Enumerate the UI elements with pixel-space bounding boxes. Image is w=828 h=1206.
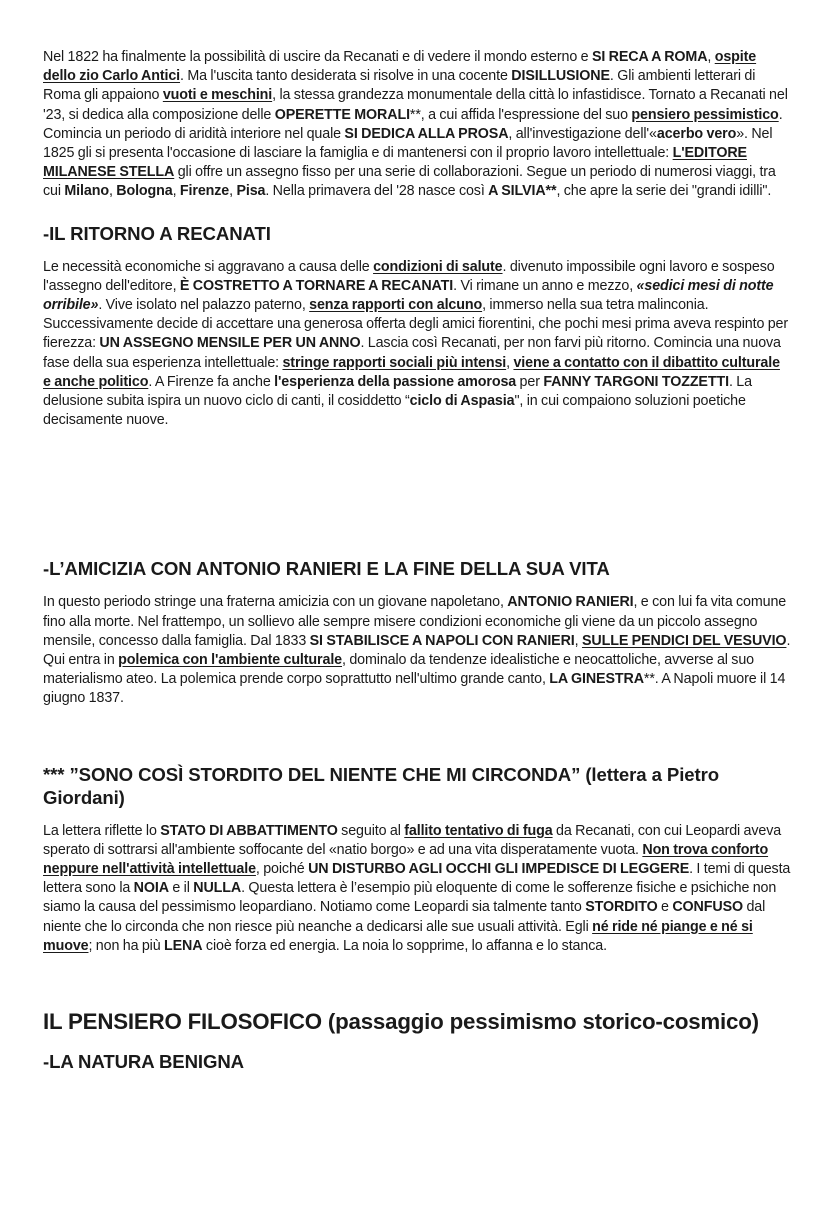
text-run: seguito al [337, 822, 405, 839]
text-run: Le necessità economiche si aggravano a causa delle [43, 258, 374, 275]
underline-run: né ride né piange e né si muove [43, 918, 753, 954]
text-run: . Questa lettera è l’esempio più eloquente di come le sofferenze fisiche e psichiche non siamo la causa del pessimismo leopardiano. Notiamo come Leopardi sia talmente tanto [43, 880, 777, 916]
text-run: , [229, 183, 237, 200]
underline-run: condizioni di salute [373, 258, 503, 275]
underline-run: L'EDITORE MILANESE STELLA [43, 145, 747, 181]
text-run: , [172, 183, 180, 200]
heading-lettera-giordani: *** ”SONO COSÌ STORDITO DEL NIENTE CHE MI CIRCONDA” (lettera a Pietro Giordani) [43, 763, 720, 808]
document-page [43, 48, 791, 1073]
underline-run: fallito tentativo di fuga [404, 822, 553, 839]
bold-run: SI RECA A ROMA [591, 49, 708, 65]
bold-run: STORDITO [585, 899, 658, 916]
paragraph-roma [43, 48, 791, 202]
text-run: , dominalo da tendenze idealistiche e neocattoliche, avverse al suo materialismo ateo. La polemica prende corpo soprattutto nell'ultimo grande canto, [43, 652, 754, 688]
underline-run: senza rapporti con alcuno [309, 297, 483, 314]
text-run: , [108, 183, 117, 200]
bold-run: CONFUSO [672, 899, 743, 916]
bold-run: Pisa [236, 183, 266, 200]
bold-run: STATO DI ABBATTIMENTO [160, 822, 338, 839]
bold-run: NULLA [193, 880, 242, 897]
underline-run: vuoti e meschini [162, 87, 273, 104]
paragraph-ritorno [43, 258, 791, 431]
bold-run: NOIA [133, 880, 169, 897]
heading-amicizia-ranieri: -L’AMICIZIA CON ANTONIO RANIERI E LA FINE DELLA SUA VITA [43, 558, 610, 580]
text-run: ». Nel 1825 gli si presenta l'occasione di lasciare la famiglia e di mantenersi con il proprio lavoro intellettuale: [43, 125, 773, 162]
bold-run: l'esperienza della passione amorosa [274, 373, 517, 390]
text-run: . Nella primavera del '28 nasce così [265, 183, 489, 200]
text-run: . Qui entra in [43, 632, 791, 669]
text-run: . Ma l'uscita tanto desiderata si risolve in una cocente [180, 68, 512, 85]
underline-run: viene a contatto con il dibattito culturale e anche politico [43, 354, 780, 390]
bold-run: LENA [164, 937, 203, 954]
bold-run: Bologna [116, 183, 173, 200]
bold-run: DISILLUSIONE [511, 68, 610, 85]
bold-run: LA GINESTRA [549, 671, 644, 688]
bold-run: Milano [64, 183, 109, 200]
text-run: . Lascia così Recanati, per non farvi più ritorno. Comincia una nuova fase della sua esperienza intellettuale: [43, 335, 781, 371]
bold-run: FANNY TARGONI TOZZETTI [543, 373, 729, 390]
text-run: , e con lui fa vita comune fino alla morte. Nel frattempo, un sollievo alle sempre misere condizioni economiche gli viene da un piccolo assegno mensile, concesso dalla famiglia. Dal 1833 [43, 594, 787, 649]
text-run: In questo periodo stringe una fraterna amicizia con un giovane napoletano, [43, 594, 508, 611]
text-run: , la stessa grandezza monumentale della città lo infastidisce. Tornato a Recanati nel '23, si dedica alla composizione delle [43, 87, 788, 123]
bold-run: SI STABILISCE A NAPOLI CON RANIERI [309, 632, 575, 649]
text-run: gli offre un assegno fisso per una serie di collaborazioni. Segue un periodo di numerosi viaggi, tra cui [43, 164, 776, 200]
bold-run: ciclo di Aspasia [409, 393, 515, 410]
paragraph-lettera [43, 822, 791, 956]
bold-italic-run: «sedici mesi di notte orribile» [43, 277, 774, 314]
bold-run: ANTONIO RANIERI [507, 594, 634, 611]
underline-run: SULLE PENDICI DEL VESUVIO [581, 632, 787, 649]
text-run: , [707, 49, 715, 65]
text-run: e il [168, 880, 194, 897]
text-run: , immerso nella sua tetra malinconia. Successivamente decide di accettare una generosa offerta degli amici fiorentini, che pochi mesi prima aveva respinto per fierezza: [43, 297, 789, 352]
text-run: . I temi di questa lettera sono la [43, 861, 791, 897]
text-run: Nel 1822 ha finalmente la possibilità di uscire da Recanati e di vedere il mondo esterno e [43, 49, 592, 65]
bold-run: UN DISTURBO AGLI OCCHI GLI IMPEDISCE DI LEGGERE [308, 861, 690, 878]
bold-run: Firenze [179, 183, 230, 200]
text-run: ; non ha più [88, 937, 165, 954]
text-run: , poiché [255, 861, 309, 878]
text-run: . Gli ambienti letterari di Roma gli appaiono [43, 68, 756, 104]
heading-ritorno-a-recanati: -IL RITORNO A RECANATI [43, 222, 271, 244]
text-run: da Recanati, con cui Leopardi aveva sperato di sottrarsi all'ambiente soffocante del «natio borgo» e ad una vita disperatamente vuota. [43, 822, 782, 858]
text-run: , all'investigazione dell'« [508, 125, 657, 142]
text-run: . La delusione subita ispira un nuovo ciclo di canti, il cosiddetto “ [43, 373, 752, 410]
text-run: per [516, 373, 544, 390]
heading-pensiero-filosofico: IL PENSIERO FILOSOFICO (passaggio pessimismo storico-cosmico) [43, 1009, 759, 1035]
underline-run: ospite dello zio Carlo Antici [43, 49, 757, 85]
underline-run: stringe rapporti sociali più intensi [282, 354, 507, 371]
text-run: , che apre la serie dei "grandi idilli". [556, 183, 772, 200]
paragraph-ranieri [43, 593, 791, 708]
text-run: . divenuto impossibile ogni lavoro e sospeso l'assegno dell'editore, [43, 258, 775, 294]
underline-run: Non trova conforto neppure nell'attività intellettuale [43, 841, 769, 878]
bold-run: SI DEDICA ALLA PROSA [344, 125, 509, 142]
text-run: ", in cui compaiono soluzioni poetiche decisamente nuove. [43, 393, 746, 429]
text-run: . Vi rimane un anno e mezzo, [453, 277, 637, 294]
text-run: , [574, 632, 582, 649]
text-run: **, a cui affida l'espressione del suo [409, 106, 632, 123]
text-run: e [657, 899, 673, 916]
text-run: . Comincia un periodo di aridità interiore nel quale [43, 106, 783, 142]
bold-run: acerbo vero [656, 125, 737, 142]
bold-run: A SILVIA** [488, 183, 557, 200]
text-run: , [506, 354, 514, 371]
underline-run: polemica con l'ambiente culturale [118, 652, 343, 669]
text-run: La lettera riflette lo [43, 822, 161, 839]
bold-run: OPERETTE MORALI [274, 106, 410, 123]
text-run: . Vive isolato nel palazzo paterno, [98, 297, 310, 314]
bold-run: UN ASSEGNO MENSILE PER UN ANNO [99, 335, 361, 352]
text-run: cioè forza ed energia. La noia lo sopprime, lo affanna e lo stanca. [202, 937, 607, 954]
underline-run: pensiero pessimistico [631, 106, 779, 123]
text-run: . A Firenze fa anche [148, 373, 275, 390]
bold-run: È COSTRETTO A TORNARE A RECANATI [179, 277, 454, 294]
text-run: dal niente che lo circonda che non riesce più neanche a dedicarsi alle sue usuali attività. Egli [43, 899, 766, 935]
text-run: **. A Napoli muore il 14 giugno 1837. [43, 671, 786, 707]
heading-natura-benigna: -LA NATURA BENIGNA [43, 1051, 244, 1073]
